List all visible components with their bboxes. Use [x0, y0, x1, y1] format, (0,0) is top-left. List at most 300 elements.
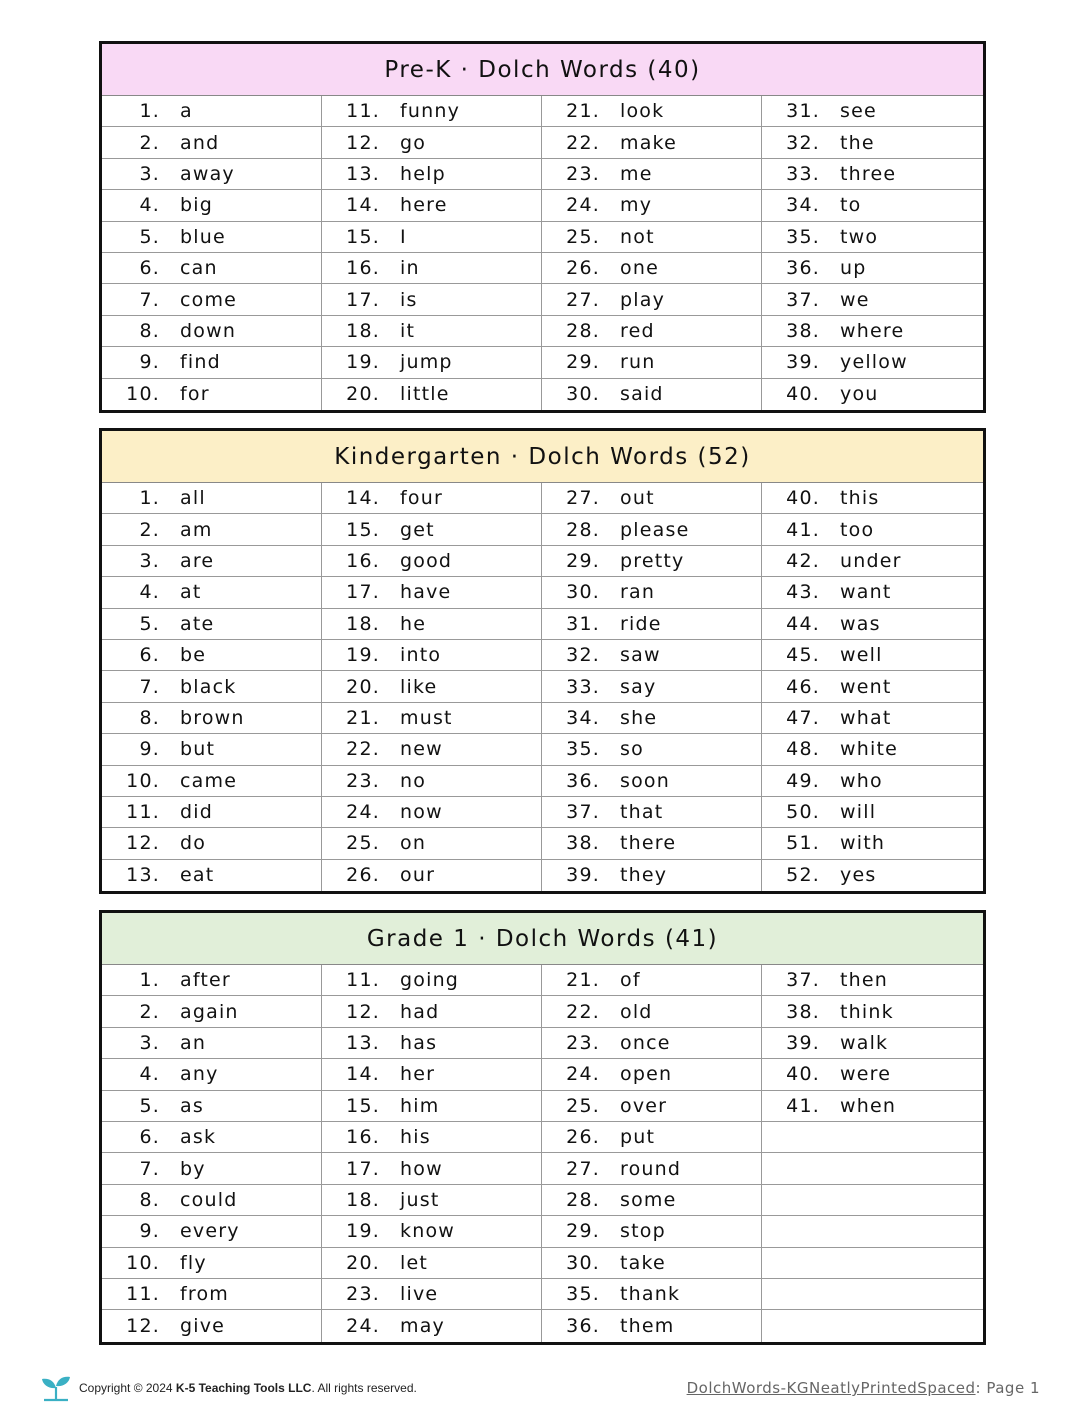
word-number: 20. [346, 675, 380, 698]
word-cell [322, 996, 542, 1027]
sight-word: them [620, 1314, 675, 1337]
word-number: 24. [346, 801, 380, 824]
word-number: 30. [566, 1251, 600, 1274]
sight-word: four [400, 487, 443, 510]
word-number: 3. [139, 1031, 160, 1054]
sight-word: yes [840, 864, 877, 887]
word-number: 9. [139, 1220, 160, 1243]
sight-word: walk [840, 1031, 889, 1054]
sight-word: all [180, 487, 206, 510]
word-number: 10. [126, 383, 160, 406]
sight-word: could [180, 1188, 238, 1211]
word-cell [542, 1028, 762, 1059]
word-number: 11. [126, 801, 160, 824]
sight-word: went [840, 675, 892, 698]
word-cell [762, 1091, 983, 1122]
word-number: 8. [139, 1188, 160, 1211]
sight-word: down [180, 319, 237, 342]
word-cell [762, 190, 983, 221]
sight-word: came [180, 769, 238, 792]
word-cell [322, 703, 542, 734]
table-title: Pre-K · Dolch Words (40) [102, 44, 983, 96]
word-cell [102, 766, 322, 797]
word-number: 35. [566, 1283, 600, 1306]
word-cell [102, 347, 322, 378]
sight-word: funny [400, 100, 461, 123]
word-cell [542, 1310, 762, 1341]
sight-word: once [620, 1031, 671, 1054]
word-cell [322, 828, 542, 859]
word-cell [322, 483, 542, 514]
word-cell [102, 1279, 322, 1310]
word-cell [762, 860, 983, 891]
word-cell [762, 640, 983, 671]
word-cell [762, 1310, 983, 1341]
word-cell [542, 253, 762, 284]
sight-word: my [620, 194, 653, 217]
word-number: 23. [346, 769, 380, 792]
word-cell [322, 316, 542, 347]
word-cell [102, 190, 322, 221]
word-cell [322, 159, 542, 190]
word-number: 9. [139, 738, 160, 761]
word-number: 46. [786, 675, 820, 698]
word-cell [322, 379, 542, 410]
word-number: 19. [346, 351, 380, 374]
sight-word: come [180, 288, 238, 311]
word-number: 40. [786, 1063, 820, 1086]
word-number: 37. [786, 969, 820, 992]
sight-word: three [840, 162, 897, 185]
sight-word: take [620, 1251, 666, 1274]
word-number: 12. [126, 832, 160, 855]
sight-word: it [400, 319, 416, 342]
word-cell [102, 284, 322, 315]
sight-word: had [400, 1000, 440, 1023]
sight-word: going [400, 969, 460, 992]
sight-word: live [400, 1283, 439, 1306]
word-cell [102, 1153, 322, 1184]
word-cell [762, 253, 983, 284]
word-cell [102, 483, 322, 514]
word-cell [322, 766, 542, 797]
sight-word: after [180, 969, 231, 992]
sight-word: ran [620, 581, 656, 604]
sight-word: an [180, 1031, 207, 1054]
word-number: 30. [566, 581, 600, 604]
word-number: 18. [346, 319, 380, 342]
sight-word: over [620, 1094, 668, 1117]
word-cell [542, 1122, 762, 1153]
word-number: 16. [346, 257, 380, 280]
sight-word: look [620, 100, 665, 123]
sight-word: go [400, 131, 427, 154]
sight-word: his [400, 1126, 431, 1149]
sight-word: so [620, 738, 644, 761]
sight-word: to [840, 194, 862, 217]
word-number: 22. [346, 738, 380, 761]
word-number: 27. [566, 288, 600, 311]
word-number: 8. [139, 706, 160, 729]
word-number: 4. [139, 194, 160, 217]
word-cell [542, 127, 762, 158]
word-cell [322, 1153, 542, 1184]
word-number: 18. [346, 1188, 380, 1211]
word-number: 6. [139, 1126, 160, 1149]
word-number: 37. [786, 288, 820, 311]
word-number: 33. [786, 162, 820, 185]
word-cell [762, 1028, 983, 1059]
word-number: 39. [786, 1031, 820, 1054]
sight-word: here [400, 194, 448, 217]
word-number: 23. [346, 1283, 380, 1306]
sight-word: think [840, 1000, 894, 1023]
word-cell [762, 609, 983, 640]
word-number: 20. [346, 383, 380, 406]
word-number: 11. [126, 1283, 160, 1306]
word-number: 4. [139, 1063, 160, 1086]
word-number: 41. [786, 518, 820, 541]
sight-word: then [840, 969, 889, 992]
sight-word: as [180, 1094, 204, 1117]
word-number: 35. [566, 738, 600, 761]
word-cell [542, 347, 762, 378]
sight-word: from [180, 1283, 230, 1306]
word-cell [102, 222, 322, 253]
sight-word: may [400, 1314, 445, 1337]
sight-word: yellow [840, 351, 908, 374]
word-cell [102, 640, 322, 671]
sight-word: what [840, 706, 892, 729]
word-cell [542, 609, 762, 640]
word-cell [102, 828, 322, 859]
sight-word: too [840, 518, 875, 541]
sight-word: now [400, 801, 443, 824]
word-number: 28. [566, 1188, 600, 1211]
word-table-kindergarten [99, 428, 986, 894]
sight-word: him [400, 1094, 440, 1117]
word-number: 25. [566, 225, 600, 248]
table-title: Kindergarten · Dolch Words (52) [102, 431, 983, 483]
word-cell [322, 1059, 542, 1090]
word-cell [542, 734, 762, 765]
sight-word: he [400, 612, 427, 635]
word-cell [762, 1153, 983, 1184]
word-number: 1. [139, 487, 160, 510]
table-title: Grade 1 · Dolch Words (41) [102, 913, 983, 965]
word-number: 36. [786, 257, 820, 280]
word-number: 5. [139, 612, 160, 635]
word-number: 39. [566, 864, 600, 887]
word-number: 17. [346, 581, 380, 604]
sight-word: said [620, 383, 664, 406]
word-cell [762, 546, 983, 577]
copyright-text: Copyright © 2024 K-5 Teaching Tools LLC. All rights reserved. [79, 1381, 417, 1395]
word-cell [322, 1091, 542, 1122]
document-name [687, 1379, 1040, 1397]
sight-word: for [180, 383, 210, 406]
sight-word: find [180, 351, 221, 374]
word-number: 29. [566, 1220, 600, 1243]
word-number: 28. [566, 319, 600, 342]
sight-word: at [180, 581, 202, 604]
word-cell [542, 1091, 762, 1122]
word-cell [542, 965, 762, 996]
sight-word: thank [620, 1283, 681, 1306]
word-cell [762, 703, 983, 734]
word-cell [762, 347, 983, 378]
sight-word: pretty [620, 549, 685, 572]
word-cell [322, 546, 542, 577]
word-cell [762, 483, 983, 514]
word-number: 15. [346, 518, 380, 541]
word-cell [542, 703, 762, 734]
sight-word: by [180, 1157, 206, 1180]
sight-word: who [840, 769, 883, 792]
sight-word: open [620, 1063, 673, 1086]
sight-word: get [400, 518, 435, 541]
sight-word: how [400, 1157, 443, 1180]
sight-word: like [400, 675, 438, 698]
word-cell [542, 514, 762, 545]
word-number: 23. [566, 1031, 600, 1054]
word-number: 7. [139, 1157, 160, 1180]
word-number: 11. [346, 100, 380, 123]
word-number: 21. [346, 706, 380, 729]
word-cell [322, 514, 542, 545]
word-cell [322, 609, 542, 640]
word-cell [102, 127, 322, 158]
word-number: 35. [786, 225, 820, 248]
sight-word: eat [180, 864, 215, 887]
word-number: 34. [786, 194, 820, 217]
word-cell [322, 1028, 542, 1059]
sight-word: know [400, 1220, 456, 1243]
sight-word: no [400, 769, 427, 792]
sight-word: the [840, 131, 875, 154]
word-cell [762, 127, 983, 158]
word-cell [102, 703, 322, 734]
word-number: 7. [139, 675, 160, 698]
document-filename-link[interactable]: DolchWords-KGNeatlyPrintedSpaced [686, 1379, 976, 1397]
word-cell [322, 965, 542, 996]
word-cell [542, 996, 762, 1027]
sight-word: of [620, 969, 641, 992]
sight-word: jump [400, 351, 453, 374]
word-number: 1. [139, 969, 160, 992]
word-cell [102, 546, 322, 577]
sight-word: see [840, 100, 877, 123]
word-cell [102, 609, 322, 640]
word-number: 51. [786, 832, 820, 855]
word-cell [102, 514, 322, 545]
word-cell [322, 1122, 542, 1153]
sight-word: two [840, 225, 879, 248]
word-cell [102, 159, 322, 190]
word-number: 13. [346, 162, 380, 185]
word-table-prek [99, 41, 986, 413]
word-cell [102, 797, 322, 828]
word-number: 22. [566, 131, 600, 154]
sight-word: put [620, 1126, 656, 1149]
word-cell [542, 284, 762, 315]
word-cell [322, 640, 542, 671]
word-number: 15. [346, 225, 380, 248]
word-cell [542, 797, 762, 828]
sight-word: every [180, 1220, 240, 1243]
sight-word: are [180, 549, 215, 572]
word-number: 10. [126, 1251, 160, 1274]
word-cell [102, 965, 322, 996]
word-number: 13. [126, 864, 160, 887]
word-cell [102, 316, 322, 347]
word-number: 3. [139, 549, 160, 572]
word-number: 26. [566, 1126, 600, 1149]
sight-word: do [180, 832, 207, 855]
sight-word: ask [180, 1126, 217, 1149]
sight-word: be [180, 644, 207, 667]
word-number: 2. [139, 131, 160, 154]
word-cell [762, 1248, 983, 1279]
sight-word: her [400, 1063, 436, 1086]
word-cell [762, 1216, 983, 1247]
word-number: 25. [346, 832, 380, 855]
sight-word: play [620, 288, 666, 311]
sight-word: let [400, 1251, 429, 1274]
sight-word: can [180, 257, 218, 280]
word-number: 33. [566, 675, 600, 698]
word-number: 23. [566, 162, 600, 185]
word-cell [322, 1248, 542, 1279]
word-number: 42. [786, 549, 820, 572]
word-cell [762, 1059, 983, 1090]
word-cell [542, 1153, 762, 1184]
word-cell [762, 965, 983, 996]
sight-word: in [400, 257, 420, 280]
word-cell [102, 253, 322, 284]
word-cell [322, 284, 542, 315]
sight-word: soon [620, 769, 670, 792]
word-number: 44. [786, 612, 820, 635]
word-number: 48. [786, 738, 820, 761]
sight-word: new [400, 738, 443, 761]
sight-word: just [400, 1188, 440, 1211]
word-cell [542, 766, 762, 797]
word-cell [102, 1091, 322, 1122]
word-number: 7. [139, 288, 160, 311]
word-cell [322, 190, 542, 221]
word-number: 49. [786, 769, 820, 792]
sight-word: old [620, 1000, 653, 1023]
word-number: 26. [346, 864, 380, 887]
word-number: 17. [346, 1157, 380, 1180]
sight-word: little [400, 383, 450, 406]
sight-word: ride [620, 612, 662, 635]
sight-word: when [840, 1094, 897, 1117]
word-number: 41. [786, 1094, 820, 1117]
sight-word: round [620, 1157, 682, 1180]
page-number: : Page 1 [975, 1379, 1040, 1397]
word-number: 29. [566, 549, 600, 572]
word-number: 37. [566, 801, 600, 824]
word-number: 27. [566, 487, 600, 510]
sight-word: we [840, 288, 870, 311]
company-name: K-5 Teaching Tools LLC [175, 1381, 312, 1395]
word-cell [322, 671, 542, 702]
word-cell [762, 1185, 983, 1216]
word-number: 39. [786, 351, 820, 374]
sight-word: run [620, 351, 656, 374]
sight-word: will [840, 801, 877, 824]
word-number: 12. [126, 1314, 160, 1337]
word-cell [762, 671, 983, 702]
word-cell [102, 1028, 322, 1059]
word-number: 34. [566, 706, 600, 729]
sight-word: she [620, 706, 658, 729]
word-cell [102, 1310, 322, 1341]
word-number: 12. [346, 1000, 380, 1023]
word-number: 26. [566, 257, 600, 280]
sight-word: must [400, 706, 453, 729]
word-cell [102, 1059, 322, 1090]
word-number: 16. [346, 549, 380, 572]
word-number: 9. [139, 351, 160, 374]
word-cell [762, 159, 983, 190]
word-cell [542, 546, 762, 577]
word-number: 5. [139, 1094, 160, 1117]
word-number: 52. [786, 864, 820, 887]
sight-word: was [840, 612, 881, 635]
sight-word: help [400, 162, 446, 185]
sight-word: good [400, 549, 453, 572]
word-number: 31. [566, 612, 600, 635]
sight-word: a [180, 100, 193, 123]
word-cell [542, 1248, 762, 1279]
word-cell [542, 828, 762, 859]
word-number: 1. [139, 100, 160, 123]
sight-word: you [840, 383, 879, 406]
word-number: 24. [566, 1063, 600, 1086]
word-cell [102, 379, 322, 410]
sight-word: out [620, 487, 655, 510]
word-number: 12. [346, 131, 380, 154]
word-number: 30. [566, 383, 600, 406]
word-cell [102, 96, 322, 127]
word-cell [102, 734, 322, 765]
word-cell [762, 1122, 983, 1153]
sight-word: want [840, 581, 892, 604]
word-number: 47. [786, 706, 820, 729]
word-number: 31. [786, 100, 820, 123]
word-number: 4. [139, 581, 160, 604]
sight-word: am [180, 518, 213, 541]
sight-word: ate [180, 612, 215, 635]
word-grid [102, 483, 983, 891]
word-cell [102, 671, 322, 702]
sight-word: fly [180, 1251, 207, 1274]
word-cell [102, 1248, 322, 1279]
sight-word: there [620, 832, 677, 855]
sight-word: some [620, 1188, 677, 1211]
word-number: 38. [566, 832, 600, 855]
word-cell [542, 640, 762, 671]
word-cell [542, 483, 762, 514]
word-number: 19. [346, 1220, 380, 1243]
word-cell [322, 1216, 542, 1247]
word-cell [542, 1279, 762, 1310]
sight-word: this [840, 487, 880, 510]
sight-word: one [620, 257, 659, 280]
